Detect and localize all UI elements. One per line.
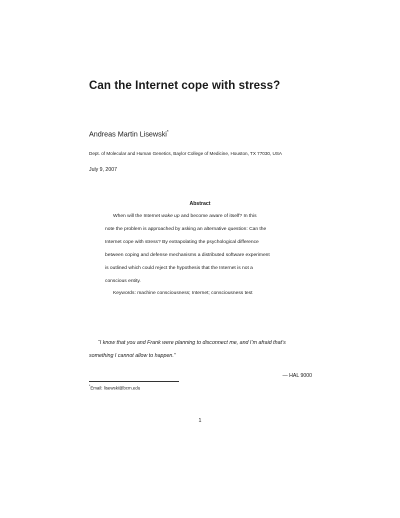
page-number: 1 xyxy=(198,418,202,424)
footnote-mark: * xyxy=(89,384,91,388)
author-affiliation: Dept. of Molecular and Human Genetics, Baylor College of Medicine, Houston, TX 77030, USA xyxy=(89,151,282,156)
abstract-heading: Abstract xyxy=(189,201,211,207)
abstract-line: note the problem is approached by asking an alternative question: Can the xyxy=(105,227,267,232)
paper-date: July 9, 2007 xyxy=(89,167,117,173)
author-name xyxy=(89,129,169,138)
abstract-keywords: Keywords: machine consciousness; Internet; consciousness test xyxy=(113,291,253,296)
footnote xyxy=(89,384,140,390)
abstract-line: between coping and defense mechanisms a distributed software experiment xyxy=(105,253,270,258)
author-footnote-mark: * xyxy=(166,129,169,134)
footnote-divider xyxy=(89,381,179,382)
epigraph-line: something I cannot allow to happen.” xyxy=(89,353,176,359)
epigraph-attribution: — HAL 9000 xyxy=(282,373,312,379)
abstract-line: conscious entity. xyxy=(105,279,141,284)
abstract-line: Internet cope with stress? By extrapolating the psychological difference xyxy=(105,240,259,245)
abstract-line-text: and become aware of itself? In this xyxy=(179,214,257,219)
author-name-text: Andreas Martin Lisewski xyxy=(89,129,167,139)
abstract-emphasis: wake up xyxy=(161,214,180,219)
footnote-text: Email: lisewski@bcm.edu xyxy=(90,385,141,391)
paper-title: Can the Internet cope with stress? xyxy=(89,80,281,92)
abstract-line: is outlined which could reject the hypothesis that the Internet is not a xyxy=(105,266,253,271)
abstract-line-text: When will the Internet xyxy=(113,214,162,219)
epigraph-line: “I know that you and Frank were planning to disconnect me, and I’m afraid that’s xyxy=(98,340,286,346)
abstract-line xyxy=(113,214,257,219)
